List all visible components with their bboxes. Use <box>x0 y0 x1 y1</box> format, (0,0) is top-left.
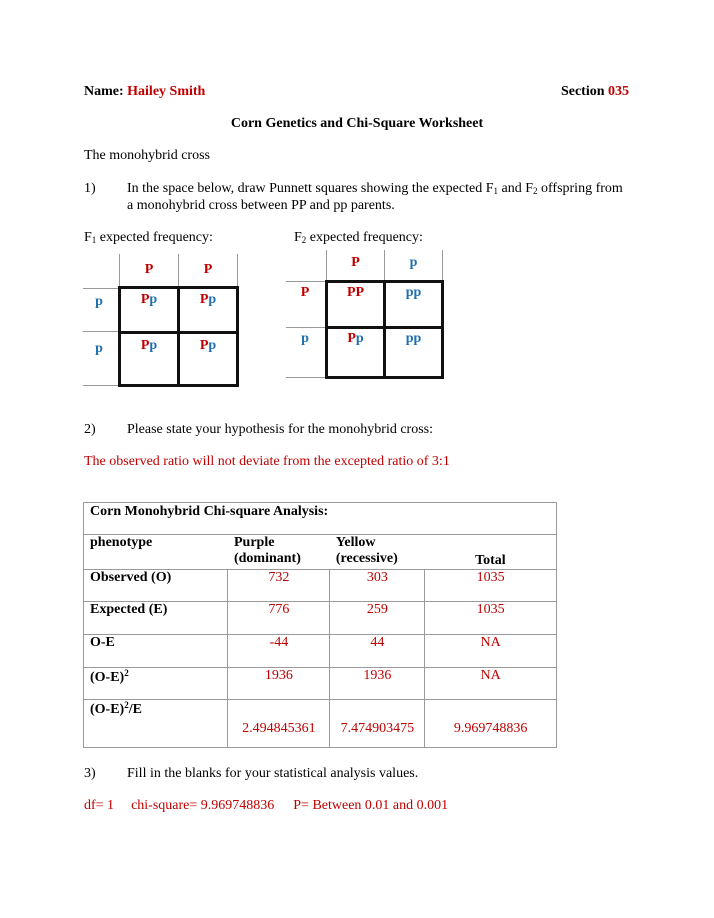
table-title: Corn Monohybrid Chi-square Analysis: <box>84 503 557 535</box>
f1-label: $F_1$ expected frequency: <box>84 230 213 245</box>
squared-yellow: 1936 <box>330 668 425 700</box>
row-label: Observed (O) <box>84 570 228 602</box>
q1-number: 1) <box>84 181 96 196</box>
table-row-chi-component <box>84 700 557 748</box>
squared-purple: 1936 <box>228 668 330 700</box>
f2-cell-2-2: pp <box>405 331 422 346</box>
col-total-header: Total <box>425 535 557 570</box>
f2-label: $F_2$ expected frequency: <box>294 230 423 245</box>
squared-total: NA <box>425 668 557 700</box>
q2-text: Please state your hypothesis for the monohybrid cross: <box>127 422 434 437</box>
q1-text-line2: a monohybrid cross between PP and pp parents. <box>127 198 395 213</box>
section-label: Section <box>560 84 605 99</box>
q3-number: 3) <box>84 766 96 781</box>
row-label: O-E <box>84 635 228 668</box>
table-header-row <box>84 535 557 570</box>
f2-top-allele-2: p <box>409 255 418 270</box>
o-minus-e-purple: -44 <box>228 635 330 668</box>
expected-purple: 776 <box>228 602 330 635</box>
col-purple-header: Purple (dominant) <box>228 535 330 570</box>
p-value: P= Between 0.01 and 0.001 <box>293 798 449 813</box>
table-row-observed <box>84 570 557 602</box>
chi-component-total: 9.969748836 <box>425 700 557 748</box>
q2-number: 2) <box>84 422 96 437</box>
observed-purple: 732 <box>228 570 330 602</box>
section-number: 035 <box>608 84 629 99</box>
chi-square-table <box>83 502 557 748</box>
f1-cell-2-1: Pp <box>140 338 158 353</box>
f1-left-allele-1: p <box>95 294 103 309</box>
observed-yellow: 303 <box>330 570 425 602</box>
chi-component-yellow: 7.474903475 <box>330 700 425 748</box>
f2-left-allele-2: p <box>301 331 309 346</box>
expected-total: 1035 <box>425 602 557 635</box>
df-value: df= 1 <box>84 798 115 813</box>
f1-left-allele-2: p <box>95 341 103 356</box>
q3-text: Fill in the blanks for your statistical analysis values. <box>127 766 419 781</box>
table-row-o-minus-e-squared <box>84 668 557 700</box>
col-phenotype-header: phenotype <box>84 535 228 570</box>
name-label: Name: <box>84 84 124 99</box>
f2-cell-1-1: PP <box>346 285 365 300</box>
f1-top-allele-1: P <box>144 262 154 277</box>
observed-total: 1035 <box>425 570 557 602</box>
f2-left-allele-1: P <box>300 285 310 300</box>
f1-cell-2-2: Pp <box>199 338 217 353</box>
stats-answers <box>84 798 448 814</box>
chi-square-value: chi-square= 9.969748836 <box>131 798 275 813</box>
student-name: Hailey Smith <box>127 84 206 99</box>
q1-text-line1: In the space below, draw Punnett squares showing the expected $F_1$ and $F_2$ offspring from <box>127 181 623 196</box>
f1-cell-1-2: Pp <box>199 292 217 307</box>
f1-cell-1-1: Pp <box>140 292 158 307</box>
row-label: $(O-E)^2$ <box>84 668 228 700</box>
chi-component-purple: 2.494845361 <box>228 700 330 748</box>
row-label: $(O-E)^2/E$ <box>84 700 228 748</box>
hypothesis-answer: The observed ratio will not deviate from the excepted ratio of 3:1 <box>84 454 450 469</box>
o-minus-e-total: NA <box>425 635 557 668</box>
f2-cell-1-2: pp <box>405 285 422 300</box>
table-row-expected <box>84 602 557 635</box>
f2-cell-2-1: Pp <box>347 331 364 346</box>
o-minus-e-yellow: 44 <box>330 635 425 668</box>
table-row-o-minus-e <box>84 635 557 668</box>
expected-yellow: 259 <box>330 602 425 635</box>
row-label: Expected (E) <box>84 602 228 635</box>
page-title: Corn Genetics and Chi-Square Worksheet <box>230 116 484 131</box>
table-title-row <box>84 503 557 535</box>
f1-top-allele-2: P <box>203 262 213 277</box>
section-line <box>561 84 629 100</box>
section-subtitle: The monohybrid cross <box>84 148 210 163</box>
name-line <box>84 84 205 100</box>
f2-top-allele-1: P <box>351 255 360 270</box>
col-yellow-header: Yellow (recessive) <box>330 535 425 570</box>
